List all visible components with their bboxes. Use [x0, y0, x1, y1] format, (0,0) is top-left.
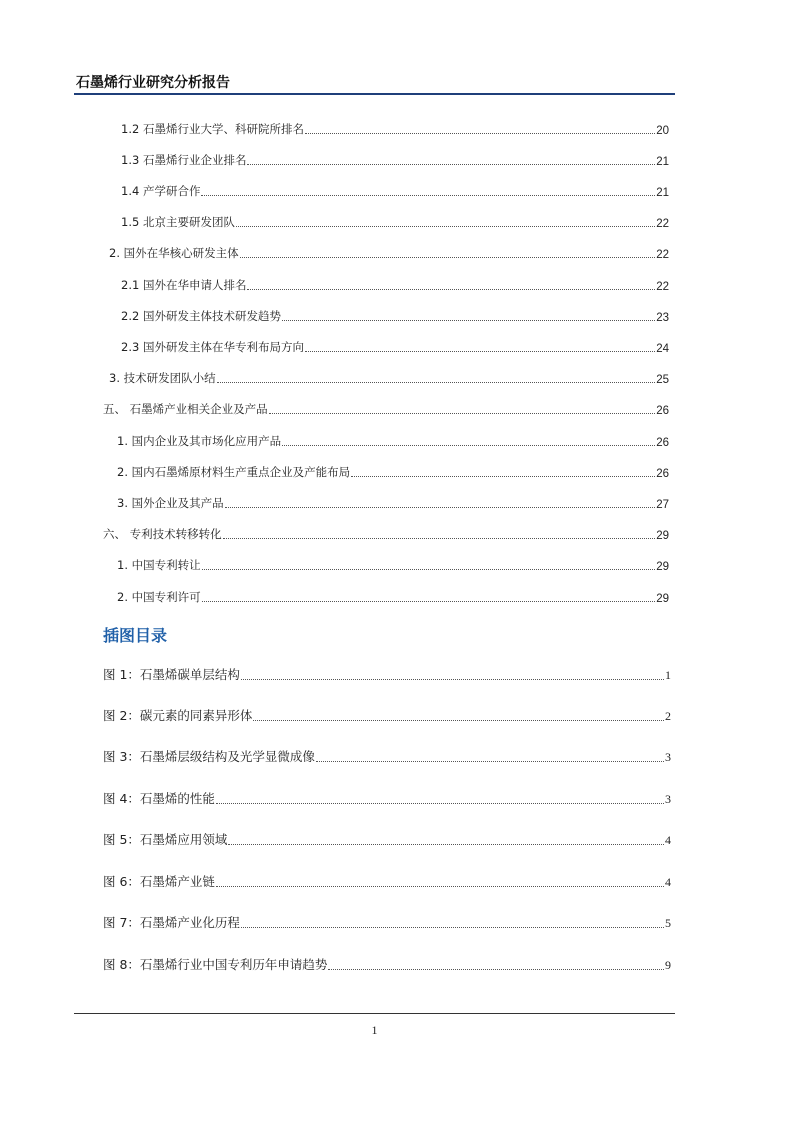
figure-leader-dots	[328, 969, 664, 970]
toc-leader-dots	[202, 569, 656, 570]
toc-leader-dots	[240, 257, 656, 258]
toc-entry-label: 2.3 国外研发主体在华专利布局方向	[121, 340, 304, 354]
toc-leader-dots	[236, 226, 655, 227]
figure-entry-page: 2	[665, 709, 671, 723]
figure-entry[interactable]	[103, 708, 671, 724]
figures-list-heading: 插图目录	[103, 626, 168, 645]
figure-leader-dots	[253, 720, 664, 721]
toc-entry[interactable]	[103, 401, 669, 417]
figure-entry-label: 图 6：石墨烯产业链	[103, 874, 215, 889]
figure-entry[interactable]	[103, 667, 671, 683]
toc-leader-dots	[269, 413, 656, 414]
figure-entry-label: 图 1：石墨烯碳单层结构	[103, 667, 240, 682]
toc-entry-label: 1.2 石墨烯行业大学、科研院所排名	[121, 122, 304, 136]
toc-entry-label: 1.5 北京主要研发团队	[121, 215, 235, 229]
toc-leader-dots	[223, 538, 656, 539]
toc-entry-page: 29	[656, 593, 669, 605]
toc-entry[interactable]	[121, 214, 669, 230]
toc-leader-dots	[305, 133, 655, 134]
figure-leader-dots	[216, 803, 664, 804]
toc-entry-page: 22	[656, 281, 669, 293]
toc-entry-label: 3. 国外企业及其产品	[117, 496, 224, 510]
toc-leader-dots	[282, 320, 655, 321]
toc-entry-label: 2. 国外在华核心研发主体	[109, 246, 239, 260]
figure-entry-label: 图 2：碳元素的同素异形体	[103, 708, 253, 723]
figure-entry-label: 图 8：石墨烯行业中国专利历年申请趋势	[103, 957, 328, 972]
footer-divider	[74, 1013, 675, 1014]
figure-entry-page: 5	[665, 916, 671, 930]
figure-leader-dots	[241, 927, 664, 928]
toc-entry[interactable]	[121, 152, 669, 168]
toc-entry[interactable]	[117, 589, 669, 605]
toc-entry-label: 3. 技术研发团队小结	[109, 371, 216, 385]
toc-entry-page: 24	[656, 343, 669, 355]
toc-entry[interactable]	[117, 433, 669, 449]
figure-entry-page: 9	[665, 958, 671, 972]
toc-entry[interactable]	[121, 121, 669, 137]
figure-entry-page: 4	[665, 833, 671, 847]
toc-leader-dots	[282, 445, 655, 446]
figure-entry-page: 3	[665, 750, 671, 764]
toc-entry-label: 六、 专利技术转移转化	[103, 527, 222, 541]
toc-entry-label: 2. 国内石墨烯原材料生产重点企业及产能布局	[117, 465, 351, 479]
toc-entry-page: 21	[656, 156, 669, 168]
figure-entry[interactable]	[103, 832, 671, 848]
figure-entry-page: 4	[665, 875, 671, 889]
figure-entry[interactable]	[103, 915, 671, 931]
toc-entry-label: 1.3 石墨烯行业企业排名	[121, 153, 247, 167]
figure-leader-dots	[228, 844, 664, 845]
toc-entry-label: 2.2 国外研发主体技术研发趋势	[121, 309, 281, 323]
toc-leader-dots	[247, 164, 655, 165]
toc-entry[interactable]	[121, 277, 669, 293]
toc-entry-page: 26	[656, 405, 669, 417]
toc-entry[interactable]	[109, 245, 669, 261]
toc-leader-dots	[201, 195, 655, 196]
toc-entry[interactable]	[109, 370, 669, 386]
figure-entry-page: 1	[665, 668, 671, 682]
toc-entry-page: 29	[656, 561, 669, 573]
figure-entry[interactable]	[103, 957, 671, 973]
figure-entry[interactable]	[103, 749, 671, 765]
toc-entry[interactable]	[117, 557, 669, 573]
toc-entry-label: 1. 中国专利转让	[117, 558, 201, 572]
figure-leader-dots	[216, 886, 664, 887]
toc-leader-dots	[225, 507, 656, 508]
toc-entry-label: 五、 石墨烯产业相关企业及产品	[103, 402, 268, 416]
toc-entry-page: 25	[656, 374, 669, 386]
toc-entry-page: 26	[656, 468, 669, 480]
toc-entry-page: 23	[656, 312, 669, 324]
figure-entry-page: 3	[665, 792, 671, 806]
figure-entry-label: 图 3：石墨烯层级结构及光学显微成像	[103, 749, 315, 764]
report-title: 石墨烯行业研究分析报告	[76, 75, 230, 91]
figure-leader-dots	[316, 761, 664, 762]
toc-entry-page: 26	[656, 437, 669, 449]
header-divider	[74, 93, 675, 95]
toc-entry[interactable]	[121, 339, 669, 355]
toc-leader-dots	[247, 289, 655, 290]
toc-entry-page: 20	[656, 125, 669, 137]
toc-entry[interactable]	[121, 183, 669, 199]
toc-leader-dots	[202, 601, 656, 602]
toc-entry-page: 27	[656, 499, 669, 511]
toc-entry[interactable]	[103, 526, 669, 542]
toc-entry[interactable]	[117, 464, 669, 480]
toc-entry-page: 22	[656, 249, 669, 261]
toc-entry-label: 2.1 国外在华申请人排名	[121, 278, 247, 292]
toc-leader-dots	[305, 351, 655, 352]
toc-leader-dots	[217, 382, 656, 383]
toc-leader-dots	[351, 476, 655, 477]
figure-entry[interactable]	[103, 791, 671, 807]
toc-entry[interactable]	[121, 308, 669, 324]
figure-entry-label: 图 7：石墨烯产业化历程	[103, 915, 240, 930]
figure-entry-label: 图 5：石墨烯应用领域	[103, 832, 228, 847]
toc-entry-label: 2. 中国专利许可	[117, 590, 201, 604]
figure-entry-label: 图 4：石墨烯的性能	[103, 791, 215, 806]
toc-entry-page: 22	[656, 218, 669, 230]
toc-entry[interactable]	[117, 495, 669, 511]
page-number: 1	[371, 1023, 378, 1037]
toc-entry-label: 1. 国内企业及其市场化应用产品	[117, 434, 282, 448]
figure-entry[interactable]	[103, 874, 671, 890]
toc-entry-page: 29	[656, 530, 669, 542]
figure-leader-dots	[241, 679, 664, 680]
toc-entry-label: 1.4 产学研合作	[121, 184, 201, 198]
toc-entry-page: 21	[656, 187, 669, 199]
